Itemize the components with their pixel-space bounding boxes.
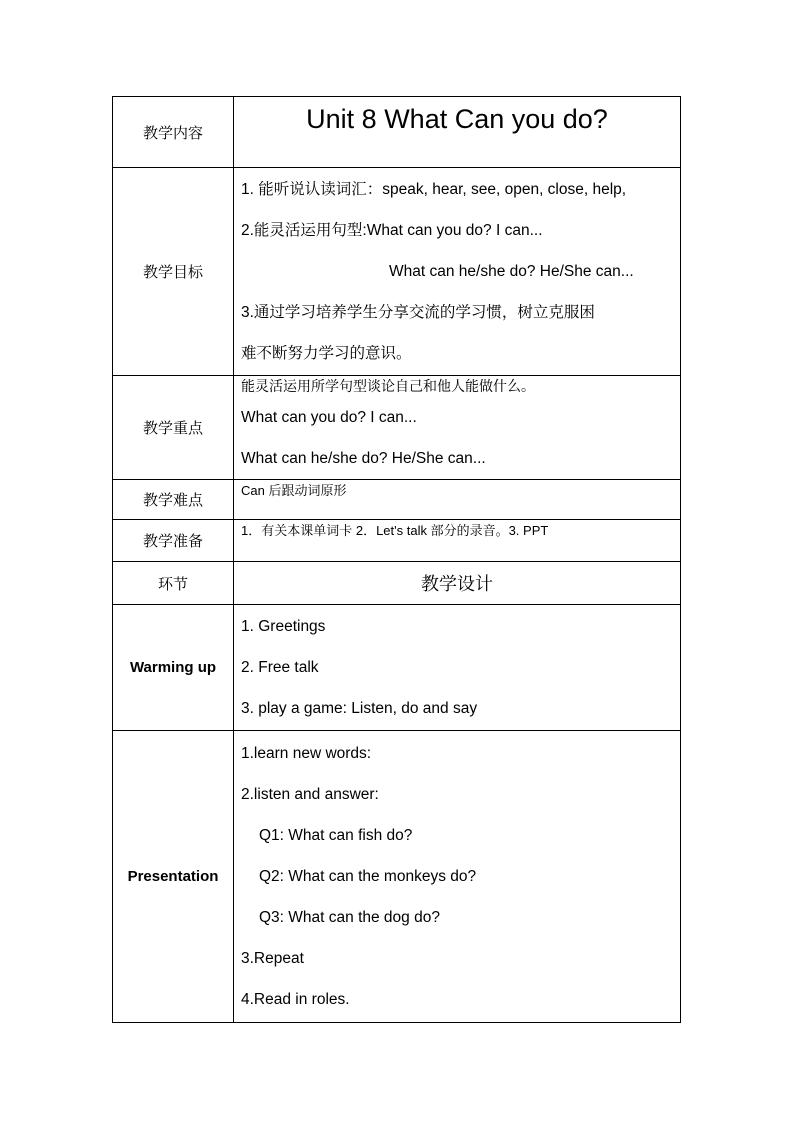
goal-line-5: 难不断努力学习的意识。 <box>241 345 412 362</box>
key-line-2: What can you do? I can... <box>241 409 417 426</box>
label-difficulties: 教学难点 <box>113 480 234 520</box>
presentation-item-3: 3.Repeat <box>241 950 304 967</box>
label-warming-up: Warming up <box>113 605 234 731</box>
unit-title: Unit 8 What Can you do? <box>306 104 608 134</box>
goal-line-2: 2.能灵活运用句型:What can you do? I can... <box>241 222 543 239</box>
label-stage: 环节 <box>113 562 234 605</box>
design-header: 教学设计 <box>234 562 681 605</box>
key-line-1: 能灵活运用所学句型谈论自己和他人能做什么。 <box>241 378 535 394</box>
row-presentation <box>113 731 681 1023</box>
label-content: 教学内容 <box>113 97 234 168</box>
key-points-cell <box>234 376 681 480</box>
row-content <box>113 97 681 168</box>
row-stage-header <box>113 562 681 605</box>
presentation-question-2: Q2: What can the monkeys do? <box>259 868 477 885</box>
content-cell <box>234 97 681 168</box>
preparation-text: 1．有关本课单词卡 2．Let's talk 部分的录音。3. PPT <box>241 523 549 538</box>
row-key-points <box>113 376 681 480</box>
goal-line-3: What can he/she do? He/She can... <box>389 263 634 280</box>
lesson-plan-table <box>112 96 681 1023</box>
warming-item-3: 3. play a game: Listen, do and say <box>241 700 478 717</box>
presentation-item-4: 4.Read in roles. <box>241 991 350 1008</box>
difficulties-text: Can 后跟动词原形 <box>241 483 347 498</box>
warming-item-1: 1. Greetings <box>241 618 326 635</box>
row-preparation <box>113 520 681 562</box>
label-key-points: 教学重点 <box>113 376 234 480</box>
preparation-cell <box>234 520 681 562</box>
presentation-item-1: 1.learn new words: <box>241 745 372 762</box>
row-goals <box>113 168 681 376</box>
warming-up-cell <box>234 605 681 731</box>
label-goals: 教学目标 <box>113 168 234 376</box>
presentation-item-2: 2.listen and answer: <box>241 786 379 803</box>
row-warming-up <box>113 605 681 731</box>
label-preparation: 教学准备 <box>113 520 234 562</box>
row-difficulties <box>113 480 681 520</box>
warming-item-2: 2. Free talk <box>241 659 319 676</box>
goal-line-1: 1. 能听说认读词汇：speak, hear, see, open, close, help, <box>241 181 627 198</box>
presentation-question-3: Q3: What can the dog do? <box>259 909 440 926</box>
goal-line-4: 3.通过学习培养学生分享交流的学习惯，树立克服困 <box>241 304 595 321</box>
label-presentation: Presentation <box>113 731 234 1023</box>
presentation-cell <box>234 731 681 1023</box>
presentation-question-1: Q1: What can fish do? <box>259 827 413 844</box>
difficulties-cell <box>234 480 681 520</box>
goals-cell <box>234 168 681 376</box>
key-line-3: What can he/she do? He/She can... <box>241 450 486 467</box>
